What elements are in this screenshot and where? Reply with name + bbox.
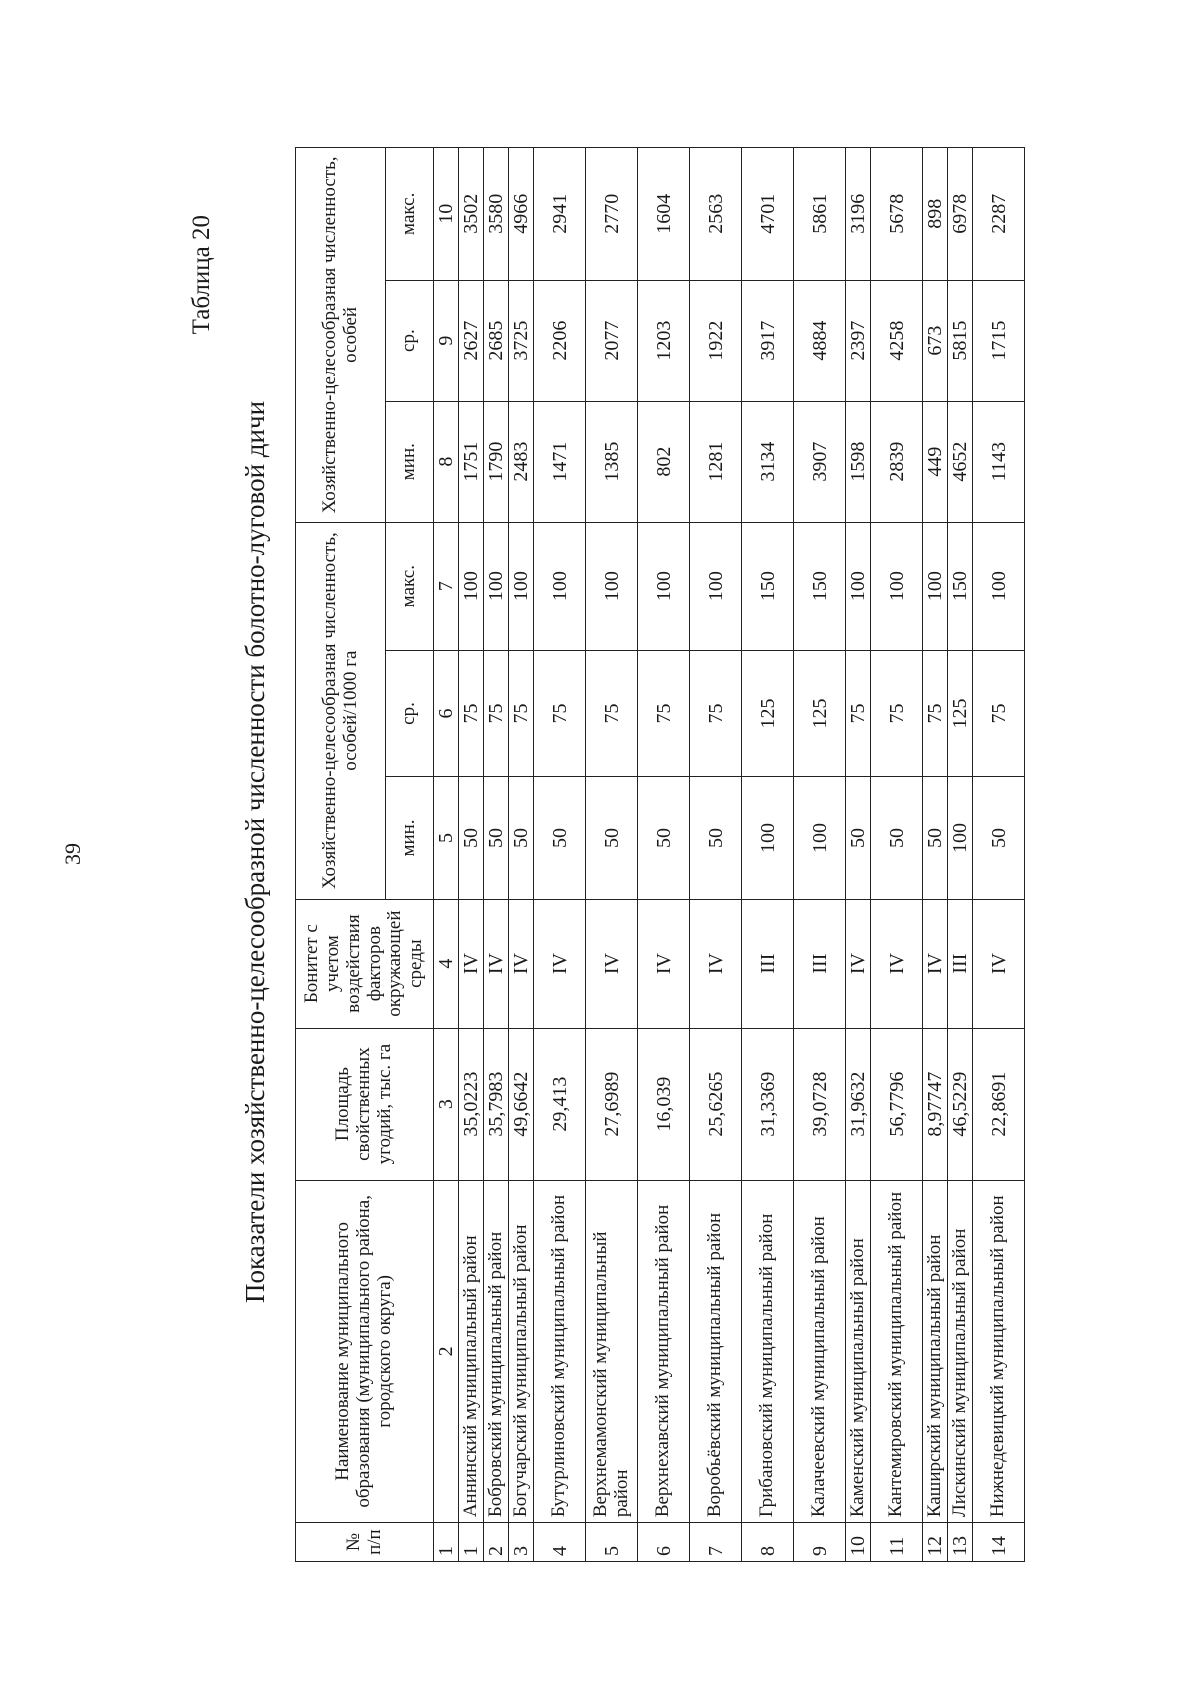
table-row bbox=[638, 148, 690, 1562]
header-density-group: Хозяйственно-целесообразная численность, особей/1000 га bbox=[296, 522, 386, 899]
row-number: 3 bbox=[509, 1523, 534, 1562]
bonitet-value: III bbox=[948, 899, 973, 1028]
bonitet-value: IV bbox=[973, 899, 1025, 1028]
count-max: 4701 bbox=[742, 148, 794, 281]
density-max: 150 bbox=[742, 522, 794, 650]
count-min: 802 bbox=[638, 401, 690, 522]
row-number: 11 bbox=[871, 1523, 923, 1562]
header-count-max: макс. bbox=[386, 148, 434, 281]
count-min: 1143 bbox=[973, 401, 1025, 522]
row-number: 6 bbox=[638, 1523, 690, 1562]
density-min: 50 bbox=[586, 777, 638, 899]
count-avg: 673 bbox=[923, 280, 948, 401]
table-row bbox=[459, 148, 484, 1562]
count-avg: 2206 bbox=[534, 280, 586, 401]
table-row bbox=[923, 148, 948, 1562]
bonitet-value: III bbox=[794, 899, 846, 1028]
header-count-group: Хозяйственно-целесообразная численность, особей bbox=[296, 148, 386, 523]
count-avg: 2077 bbox=[586, 280, 638, 401]
density-min: 50 bbox=[534, 777, 586, 899]
table-title: Показатели хозяйственно-целесообразной численности болотно-луговой дичи bbox=[240, 400, 270, 1304]
count-max: 898 bbox=[923, 148, 948, 281]
bonitet-value: IV bbox=[871, 899, 923, 1028]
density-min: 50 bbox=[459, 777, 484, 899]
table-body bbox=[459, 148, 1025, 1562]
table-row bbox=[973, 148, 1025, 1562]
table-row bbox=[948, 148, 973, 1562]
district-name: Каширский муниципальный район bbox=[923, 1180, 948, 1523]
column-number: 8 bbox=[434, 401, 459, 522]
header-area: Площадь свойственных угодий, тыс. га bbox=[296, 1028, 434, 1180]
district-name: Воробьёвский муниципальный район bbox=[690, 1180, 742, 1523]
density-min: 100 bbox=[742, 777, 794, 899]
district-name: Каменский муниципальный район bbox=[846, 1180, 871, 1523]
density-avg: 75 bbox=[534, 650, 586, 777]
bonitet-value: IV bbox=[484, 899, 509, 1028]
district-name: Грибановский муниципальный район bbox=[742, 1180, 794, 1523]
density-max: 100 bbox=[534, 522, 586, 650]
density-avg: 75 bbox=[638, 650, 690, 777]
density-max: 100 bbox=[871, 522, 923, 650]
row-number: 10 bbox=[846, 1523, 871, 1562]
header-density-min: мин. bbox=[386, 777, 434, 899]
bonitet-value: III bbox=[742, 899, 794, 1028]
count-avg: 3725 bbox=[509, 280, 534, 401]
column-number: 7 bbox=[434, 522, 459, 650]
count-min: 1281 bbox=[690, 401, 742, 522]
count-max: 6978 bbox=[948, 148, 973, 281]
column-number: 9 bbox=[434, 280, 459, 401]
district-name: Нижнедевицкий муниципальный район bbox=[973, 1180, 1025, 1523]
bonitet-value: IV bbox=[534, 899, 586, 1028]
area-value: 29,413 bbox=[534, 1028, 586, 1180]
header-number: № п/п bbox=[296, 1523, 434, 1562]
bonitet-value: IV bbox=[638, 899, 690, 1028]
district-name: Лискинский муниципальный район bbox=[948, 1180, 973, 1523]
table-row bbox=[484, 148, 509, 1562]
count-min: 1385 bbox=[586, 401, 638, 522]
density-avg: 75 bbox=[871, 650, 923, 777]
header-density-max: макс. bbox=[386, 522, 434, 650]
count-avg: 3917 bbox=[742, 280, 794, 401]
count-max: 2563 bbox=[690, 148, 742, 281]
count-max: 5861 bbox=[794, 148, 846, 281]
density-max: 100 bbox=[690, 522, 742, 650]
bonitet-value: IV bbox=[509, 899, 534, 1028]
table-label: Таблица 20 bbox=[188, 215, 215, 335]
row-number: 8 bbox=[742, 1523, 794, 1562]
column-number: 3 bbox=[434, 1028, 459, 1180]
density-avg: 75 bbox=[846, 650, 871, 777]
column-number: 2 bbox=[434, 1180, 459, 1523]
column-number-row bbox=[434, 148, 459, 1562]
header-count-min: мин. bbox=[386, 401, 434, 522]
area-value: 35,7983 bbox=[484, 1028, 509, 1180]
area-value: 22,8691 bbox=[973, 1028, 1025, 1180]
density-max: 150 bbox=[794, 522, 846, 650]
count-min: 1471 bbox=[534, 401, 586, 522]
count-avg: 4884 bbox=[794, 280, 846, 401]
density-max: 100 bbox=[509, 522, 534, 650]
header-density-avg: ср. bbox=[386, 650, 434, 777]
district-name: Кантемировский муниципальный район bbox=[871, 1180, 923, 1523]
count-max: 3502 bbox=[459, 148, 484, 281]
area-value: 16,039 bbox=[638, 1028, 690, 1180]
count-max: 2770 bbox=[586, 148, 638, 281]
count-avg: 5815 bbox=[948, 280, 973, 401]
bonitet-value: IV bbox=[846, 899, 871, 1028]
count-min: 3134 bbox=[742, 401, 794, 522]
density-max: 100 bbox=[846, 522, 871, 650]
page-number: 39 bbox=[60, 843, 85, 865]
column-number: 6 bbox=[434, 650, 459, 777]
density-min: 50 bbox=[638, 777, 690, 899]
density-avg: 75 bbox=[459, 650, 484, 777]
bonitet-value: IV bbox=[586, 899, 638, 1028]
density-avg: 125 bbox=[948, 650, 973, 777]
count-min: 1598 bbox=[846, 401, 871, 522]
density-max: 100 bbox=[484, 522, 509, 650]
row-number: 9 bbox=[794, 1523, 846, 1562]
count-avg: 2685 bbox=[484, 280, 509, 401]
row-number: 5 bbox=[586, 1523, 638, 1562]
count-avg: 4258 bbox=[871, 280, 923, 401]
density-avg: 75 bbox=[484, 650, 509, 777]
count-min: 1751 bbox=[459, 401, 484, 522]
density-min: 50 bbox=[923, 777, 948, 899]
table-row bbox=[690, 148, 742, 1562]
count-max: 2941 bbox=[534, 148, 586, 281]
count-avg: 1203 bbox=[638, 280, 690, 401]
data-table bbox=[295, 147, 1025, 1562]
area-value: 49,6642 bbox=[509, 1028, 534, 1180]
table-row bbox=[509, 148, 534, 1562]
density-avg: 125 bbox=[794, 650, 846, 777]
column-number: 4 bbox=[434, 899, 459, 1028]
density-avg: 75 bbox=[690, 650, 742, 777]
area-value: 39,0728 bbox=[794, 1028, 846, 1180]
density-max: 100 bbox=[923, 522, 948, 650]
row-number: 4 bbox=[534, 1523, 586, 1562]
column-number: 5 bbox=[434, 777, 459, 899]
row-number: 12 bbox=[923, 1523, 948, 1562]
density-min: 50 bbox=[871, 777, 923, 899]
count-max: 3196 bbox=[846, 148, 871, 281]
count-min: 2839 bbox=[871, 401, 923, 522]
table-row bbox=[534, 148, 586, 1562]
density-avg: 75 bbox=[509, 650, 534, 777]
count-avg: 2627 bbox=[459, 280, 484, 401]
density-max: 100 bbox=[586, 522, 638, 650]
density-avg: 75 bbox=[973, 650, 1025, 777]
district-name: Бобровский муниципальный район bbox=[484, 1180, 509, 1523]
density-max: 100 bbox=[973, 522, 1025, 650]
column-number: 10 bbox=[434, 148, 459, 281]
density-max: 100 bbox=[459, 522, 484, 650]
count-max: 4966 bbox=[509, 148, 534, 281]
density-min: 100 bbox=[794, 777, 846, 899]
count-min: 1790 bbox=[484, 401, 509, 522]
density-min: 50 bbox=[484, 777, 509, 899]
table-row bbox=[586, 148, 638, 1562]
row-number: 2 bbox=[484, 1523, 509, 1562]
density-min: 50 bbox=[973, 777, 1025, 899]
row-number: 13 bbox=[948, 1523, 973, 1562]
row-number: 1 bbox=[459, 1523, 484, 1562]
count-max: 3580 bbox=[484, 148, 509, 281]
count-avg: 1922 bbox=[690, 280, 742, 401]
area-value: 56,7796 bbox=[871, 1028, 923, 1180]
column-number: 1 bbox=[434, 1523, 459, 1562]
bonitet-value: IV bbox=[459, 899, 484, 1028]
bonitet-value: IV bbox=[923, 899, 948, 1028]
count-min: 4652 bbox=[948, 401, 973, 522]
row-number: 14 bbox=[973, 1523, 1025, 1562]
count-max: 1604 bbox=[638, 148, 690, 281]
district-name: Калачеевский муниципальный район bbox=[794, 1180, 846, 1523]
area-value: 8,97747 bbox=[923, 1028, 948, 1180]
area-value: 35,0223 bbox=[459, 1028, 484, 1180]
header-count-avg: ср. bbox=[386, 280, 434, 401]
count-avg: 2397 bbox=[846, 280, 871, 401]
table-row bbox=[846, 148, 871, 1562]
table-row bbox=[871, 148, 923, 1562]
table-row bbox=[794, 148, 846, 1562]
density-max: 100 bbox=[638, 522, 690, 650]
count-avg: 1715 bbox=[973, 280, 1025, 401]
area-value: 27,6989 bbox=[586, 1028, 638, 1180]
district-name: Бутурлиновский муниципальный район bbox=[534, 1180, 586, 1523]
district-name: Верхнехавский муниципальный район bbox=[638, 1180, 690, 1523]
density-max: 150 bbox=[948, 522, 973, 650]
count-min: 449 bbox=[923, 401, 948, 522]
district-name: Аннинский муниципальный район bbox=[459, 1180, 484, 1523]
density-avg: 75 bbox=[923, 650, 948, 777]
district-name: Богучарский муниципальный район bbox=[509, 1180, 534, 1523]
area-value: 31,3369 bbox=[742, 1028, 794, 1180]
count-max: 5678 bbox=[871, 148, 923, 281]
count-max: 2287 bbox=[973, 148, 1025, 281]
header-bonitet: Бонитет с учетом воздействия факторов окружающей среды bbox=[296, 899, 434, 1028]
area-value: 31,9632 bbox=[846, 1028, 871, 1180]
density-avg: 75 bbox=[586, 650, 638, 777]
count-min: 2483 bbox=[509, 401, 534, 522]
density-min: 50 bbox=[846, 777, 871, 899]
bonitet-value: IV bbox=[690, 899, 742, 1028]
area-value: 46,5229 bbox=[948, 1028, 973, 1180]
area-value: 25,6265 bbox=[690, 1028, 742, 1180]
density-min: 100 bbox=[948, 777, 973, 899]
row-number: 7 bbox=[690, 1523, 742, 1562]
density-avg: 125 bbox=[742, 650, 794, 777]
density-min: 50 bbox=[690, 777, 742, 899]
density-min: 50 bbox=[509, 777, 534, 899]
table-row bbox=[742, 148, 794, 1562]
district-name: Верхнемамонский муниципальный район bbox=[586, 1180, 638, 1523]
count-min: 3907 bbox=[794, 401, 846, 522]
header-name: Наименование муниципального образования (муниципального района, городского округа) bbox=[296, 1180, 434, 1523]
